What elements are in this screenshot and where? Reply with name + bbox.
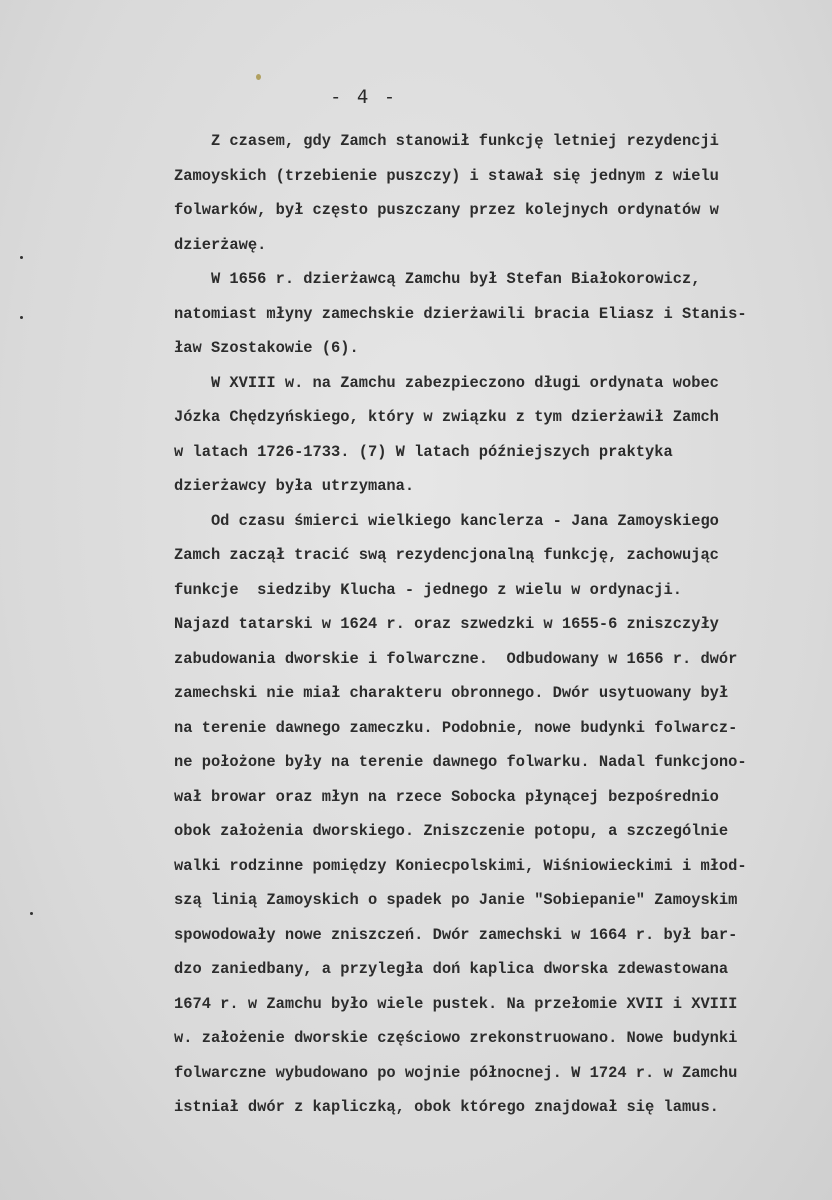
text-line: natomiast młyny zamechskie dzierżawili bracia Eliasz i Stanis- (174, 304, 747, 323)
text-line: Zamoyskich (trzebienie puszczy) i stawał się jednym z wielu (174, 166, 719, 185)
text-line: szą linią Zamoyskich o spadek po Janie "Sobiepanie" Zamoyskim (174, 891, 738, 909)
text-line: istniał dwór z kapliczką, obok którego znajdował się lamus. (174, 1098, 719, 1116)
text-line: w. założenie dworskie częściowo zrekonstruowano. Nowe budynki (174, 1029, 738, 1047)
ink-speck (256, 74, 261, 80)
margin-mark (20, 256, 23, 259)
text-line: W 1656 r. dzierżawcą Zamchu był Stefan Białokorowicz, (174, 270, 701, 288)
text-line: ne położone były na terenie dawnego folwarku. Nadal funkcjono- (174, 753, 747, 771)
text-line: walki rodzinne pomiędzy Koniecpolskimi, Wiśniowieckimi i młod- (174, 856, 747, 875)
text-line: ław Szostakowie (6). (174, 339, 359, 357)
text-line: dzo zaniedbany, a przyległa doń kaplica dworska zdewastowana (174, 960, 729, 978)
text-line: Z czasem, gdy Zamch stanowił funkcję letniej rezydencji (174, 132, 719, 150)
text-line: Od czasu śmierci wielkiego kanclerza - Jana Zamoyskiego (174, 511, 719, 530)
text-line: W XVIII w. na Zamchu zabezpieczono długi ordynata wobec (174, 373, 719, 392)
text-line: funkcje siedziby Klucha - jednego z wielu w ordynacji. (174, 580, 682, 599)
text-line: dzierżawę. (174, 235, 267, 254)
text-line: na terenie dawnego zameczku. Podobnie, nowe budynki folwarcz- (174, 718, 738, 737)
text-line: Zamch zaczął tracić swą rezydencjonalną funkcję, zachowując (174, 546, 719, 564)
text-line: Józka Chędzyńskiego, który w związku z tym dzierżawił Zamch (174, 408, 719, 426)
text-line: folwarczne wybudowano po wojnie północnej. W 1724 r. w Zamchu (174, 1063, 738, 1082)
text-line: dzierżawcy była utrzymana. (174, 477, 415, 495)
text-line: folwarków, był często puszczany przez kolejnych ordynatów w (174, 201, 719, 219)
text-line: obok założenia dworskiego. Zniszczenie potopu, a szczególnie (174, 822, 729, 840)
text-line: 1674 r. w Zamchu było wiele pustek. Na przełomie XVII i XVIII (174, 994, 738, 1013)
text-line: wał browar oraz młyn na rzece Sobocka płynącej bezpośrednio (174, 787, 719, 806)
text-line: zamechski nie miał charakteru obronnego. Dwór usytuowany był (174, 684, 729, 702)
body-text (174, 124, 814, 1125)
text-line: spowodowały nowe zniszczeń. Dwór zamechski w 1664 r. był bar- (174, 925, 738, 944)
margin-mark (20, 316, 23, 319)
text-line: Najazd tatarski w 1624 r. oraz szwedzki w 1655-6 zniszczyły (174, 615, 719, 633)
text-line: w latach 1726-1733. (7) W latach późniejszych praktyka (174, 442, 673, 461)
page-number: - 4 - (330, 86, 398, 108)
margin-mark (30, 912, 33, 915)
text-line: zabudowania dworskie i folwarczne. Odbudowany w 1656 r. dwór (174, 649, 738, 668)
